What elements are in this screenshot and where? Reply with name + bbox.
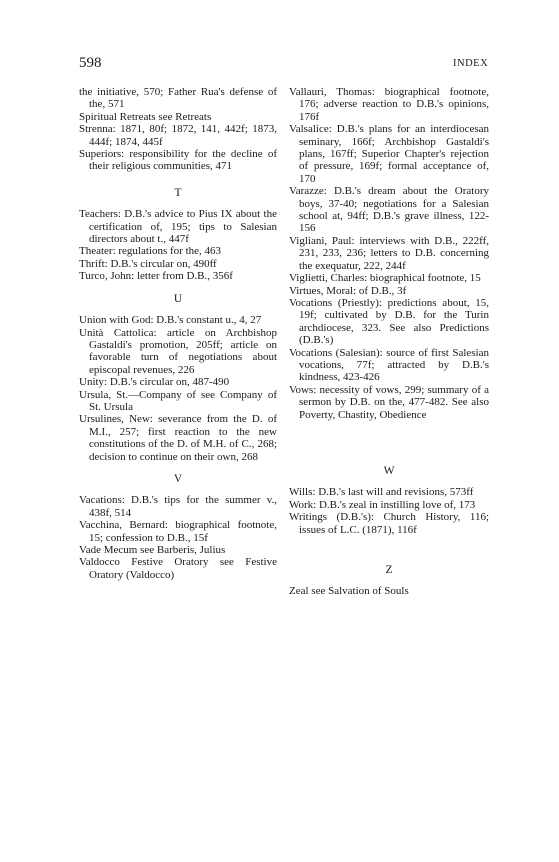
index-entry: Vigliani, Paul: interviews with D.B., 222ff, 231, 233, 236; letters to D.B. concerning the exequatur, 222, 244f xyxy=(289,234,489,272)
section-letter-v: V xyxy=(173,472,183,485)
index-entry: Viglietti, Charles: biographical footnote, 15 xyxy=(289,272,481,285)
index-entry: Ursula, St.—Company of see Company of St. Ursula xyxy=(79,388,277,413)
index-entry: Varazze: D.B.'s dream about the Oratory boys, 37-40; negotiations for a Salesian school at, 94ff; D.B.'s grave illness, 122-156 xyxy=(289,185,489,235)
section-letter-t: T xyxy=(174,186,182,199)
index-entry: Ursulines, New: severance from the D. of M.I., 257; first reaction to the new constitutions of the D. of M.H. of C., 268; decision to continue on their own, 268 xyxy=(79,413,277,463)
section-letter-w: W xyxy=(383,464,395,477)
index-entry: Writings (D.B.'s): Church History, 116; issues of L.C. (1871), 116f xyxy=(289,511,489,536)
index-entry: Theater: regulations for the, 463 xyxy=(79,245,222,258)
index-entry: Valdocco Festive Oratory see Festive Oratory (Valdocco) xyxy=(79,556,277,581)
index-entry: the initiative, 570; Father Rua's defense of the, 571 xyxy=(79,86,277,111)
index-entry: Vallauri, Thomas: biographical footnote, 176; adverse reaction to D.B.'s opinions, 176f xyxy=(289,86,489,123)
index-entry: Work: D.B.'s zeal in instilling love of, 173 xyxy=(289,498,476,511)
index-entry: Vacchina, Bernard: biographical footnote, 15; confession to D.B., 15f xyxy=(79,519,277,544)
index-entry: Vocations (Priestly): predictions about, 15, 19f; cultivated by D.B. for the Turin archdiocese, 323. See also Predictions (D.B.'s) xyxy=(289,296,489,347)
index-entry: Wills: D.B.'s last will and revisions, 573ff xyxy=(289,486,474,499)
running-head: INDEX xyxy=(453,58,489,69)
index-entry: Unity: D.B.'s circular on, 487-490 xyxy=(79,376,230,389)
index-entry: Superiors: responsibility for the decline of their religious communities, 471 xyxy=(79,148,277,173)
index-entry: Zeal see Salvation of Souls xyxy=(289,585,409,598)
index-entry: Vows: necessity of vows, 299; summary of a sermon by D.B. on the, 477-482. See also Poverty, Chastity, Obedience xyxy=(289,383,489,421)
index-entry: Virtues, Moral: of D.B., 3f xyxy=(289,284,407,297)
index-entry: Unità Cattolica: article on Archbishop Gastaldi's promotion, 205ff; article on favorable turn of negotiations about episcopal revenues, 226 xyxy=(79,326,277,376)
right-column xyxy=(289,86,489,598)
index-entry: Thrift: D.B.'s circular on, 490ff xyxy=(79,257,217,270)
page-number: 598 xyxy=(79,55,102,71)
index-entry: Vocations (Salesian): source of first Salesian vocations, 77f; attracted by D.B.'s kindness, 423-426 xyxy=(289,346,489,384)
section-letter-z: Z xyxy=(385,564,393,576)
index-entry: Vade Mecum see Barberis, Julius xyxy=(79,544,226,556)
index-entry: Union with God: D.B.'s constant u., 4, 27 xyxy=(79,314,262,327)
index-entry: Strenna: 1871, 80f; 1872, 141, 442f; 1873, 444f; 1874, 445f xyxy=(79,123,277,148)
index-entry: Valsalice: D.B.'s plans for an interdiocesan seminary, 166f; Archbishop Gastaldi's plans, 167ff; Superior Chapter's rejection of pressure, 169f; formal acceptance of, 170 xyxy=(289,123,489,185)
index-entry: Vacations: D.B.'s tips for the summer v., 438f, 514 xyxy=(79,494,277,519)
index-entry: Teachers: D.B.'s advice to Pius IX about the certification of, 195; tips to Salesian directors about t., 447f xyxy=(79,208,277,246)
index-entry: Turco, John: letter from D.B., 356f xyxy=(79,270,233,283)
index-entry: Spiritual Retreats see Retreats xyxy=(79,110,212,123)
section-letter-u: U xyxy=(173,292,183,305)
left-column xyxy=(79,86,277,581)
